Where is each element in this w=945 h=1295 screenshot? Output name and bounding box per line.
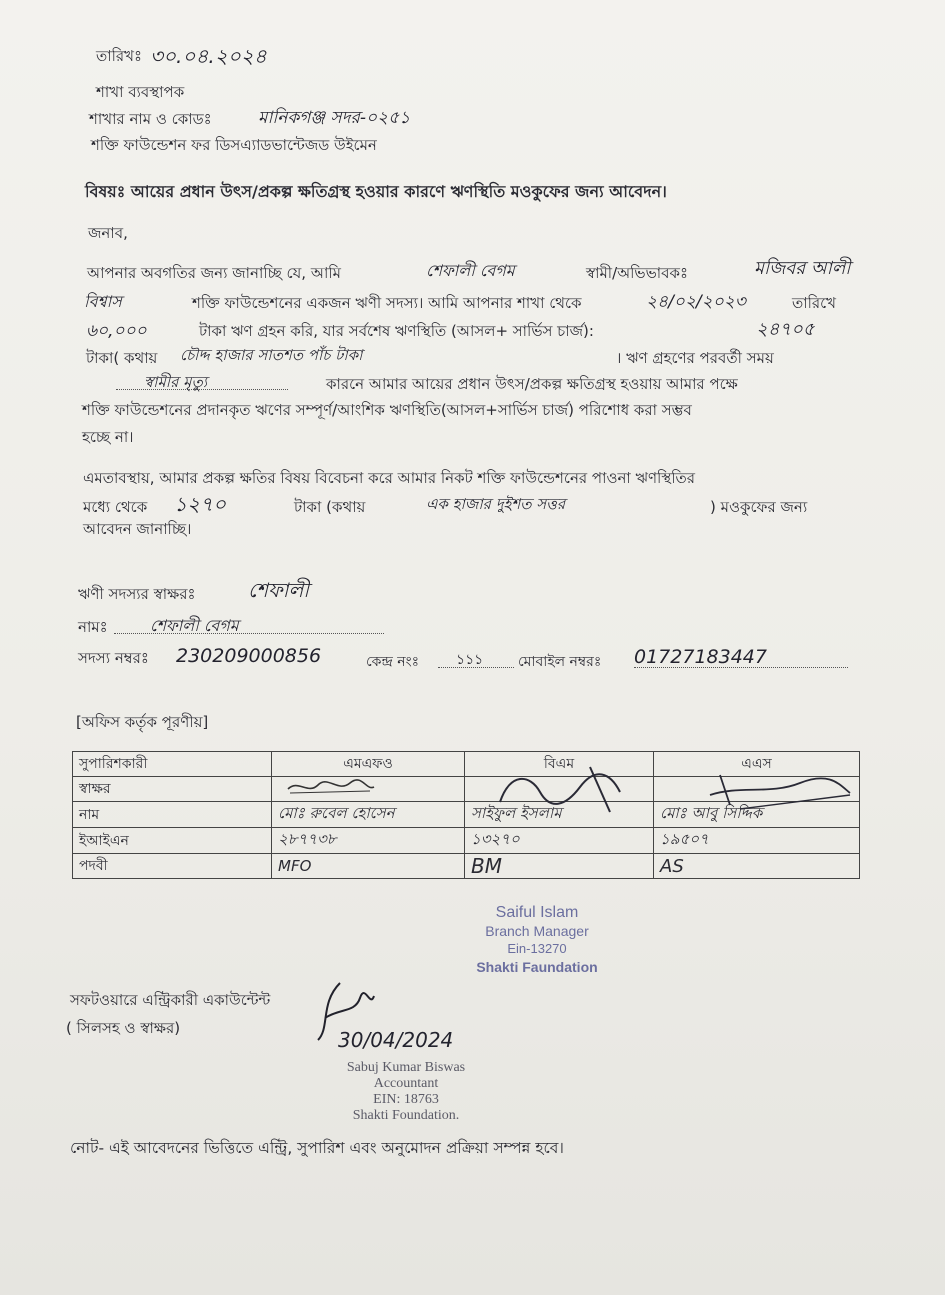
branch-label: শাখার নাম ও কোডঃ <box>89 110 212 128</box>
para1-line2-a: শক্তি ফাউন্ডেশনের একজন ঋণী সদস্য। আমি আপনার শাখা থেকে <box>192 294 582 312</box>
para1-line6: শক্তি ফাউন্ডেশনের প্রদানকৃত ঋণের সম্পূর্ণ/আংশিক ঋণস্থিতি(আসল+সার্ভিস চার্জ) পরিশোধ করা সম্ভব <box>82 401 692 419</box>
table-cell: ১৩২৭০ <box>465 828 654 854</box>
accountant-seal-label: ( সিলসহ ও স্বাক্ষর) <box>66 1019 181 1037</box>
para1-line4-a: টাকা( কথায় <box>86 349 158 367</box>
bm-stamp-org: Shakti Faundation <box>476 959 598 975</box>
accountant-label: সফটওয়ারে এন্ট্রিকারী একাউন্টেন্ট <box>70 991 271 1009</box>
para1-line4-b: । ঋণ গ্রহণের পরবর্তী সময় <box>616 349 774 367</box>
table-cell: মোঃ রুবেল হোসেন <box>272 802 465 828</box>
table-cell: পদবী <box>73 854 272 879</box>
loan-amount-handwritten: ৬০,০০০ <box>86 321 147 341</box>
table-cell: নাম <box>73 802 272 828</box>
mobile-label: মোবাইল নম্বরঃ <box>518 654 602 670</box>
para2-line2-a: মধ্যে থেকে <box>83 498 148 516</box>
bm-stamp <box>462 904 612 976</box>
footer-note: নোট- এই আবেদনের ভিত্তিতে এন্ট্রি, সুপারিশ এবং অনুমোদন প্রক্রিয়া সম্পন্ন হবে। <box>70 1139 564 1157</box>
guardian-name-handwritten: মজিবর আলী <box>754 258 851 279</box>
guardian-surname-handwritten: বিশ্বাস <box>84 292 122 311</box>
accountant-stamp-ein: EIN: 18763 <box>373 1092 439 1107</box>
table-cell: সুপারিশকারী <box>73 752 272 777</box>
table-cell: মোঃ আবু সিদ্দিক <box>654 802 860 828</box>
mobile-dotted-line <box>634 667 848 668</box>
center-value: ১১১ <box>456 652 484 668</box>
table-cell: ইআইএন <box>73 828 272 854</box>
loan-date-handwritten: ২৪/০২/২০২৩ <box>646 292 746 312</box>
bm-stamp-ein: Ein-13270 <box>507 941 567 956</box>
table-row <box>73 828 860 854</box>
branch-value: মানিকগঞ্জ সদর-০২৫১ <box>258 108 411 128</box>
organization-name: শক্তি ফাউন্ডেশন ফর ডিসএ্যাডভান্টেজড উইমেন <box>91 136 377 154</box>
table-cell: MFO <box>272 854 465 879</box>
loan-balance-handwritten: ২৪৭০৫ <box>756 319 815 340</box>
accountant-date: 30/04/2024 <box>338 1028 454 1052</box>
mobile-value: 01727183447 <box>634 646 767 668</box>
office-section-title: [অফিস কর্তৃক পূরণীয়] <box>76 713 209 731</box>
table-cell: এএস <box>654 752 860 777</box>
member-no-label: সদস্য নম্বরঃ <box>78 649 149 667</box>
para2-line1: এমতাবস্থায়, আমার প্রকল্প ক্ষতির বিষয় বিবেচনা করে আমার নিকট শক্তি ফাউন্ডেশনের পাওনা ঋণস্থিতির <box>83 469 696 487</box>
para2-line2-b: টাকা (কথায় <box>294 498 366 516</box>
member-name-handwritten: শেফালী বেগম <box>426 261 515 280</box>
signature-as <box>680 765 860 815</box>
para1-line1-a: আপনার অবগতির জন্য জানাচ্ছি যে, আমি <box>87 264 341 282</box>
para1-line1-b: স্বামী/অভিভাবকঃ <box>586 264 688 282</box>
waive-amount-handwritten: ১২৭০ <box>174 492 226 516</box>
para2-line2-c: ) মওকুফের জন্য <box>710 498 808 516</box>
member-name-value: শেফালী বেগম <box>150 616 239 635</box>
member-signature: শেফালী <box>248 578 309 602</box>
table-cell: এমএফও <box>272 752 465 777</box>
subject-line: বিষয়ঃ আয়ের প্রধান উৎস/প্রকল্প ক্ষতিগ্রস্থ হওয়ার কারণে ঋণস্থিতি মওকুফের জন্য আবেদন। <box>85 182 667 201</box>
para1-line2-b: তারিখে <box>792 294 837 312</box>
para1-line5-a: কারনে আমার আয়ের প্রধান উৎস/প্রকল্প ক্ষতিগ্রস্থ হওয়ায় আমার পক্ষে <box>326 375 738 393</box>
center-label: কেন্দ্র নংঃ <box>366 654 420 670</box>
date-label: তারিখঃ <box>96 47 142 65</box>
member-no-value: 230209000856 <box>176 645 322 667</box>
date-value: ৩০.০৪.২০২৪ <box>150 44 267 68</box>
table-cell: AS <box>654 854 860 879</box>
balance-in-words-handwritten: চৌদ্দ হাজার সাতশত পাঁচ টাকা <box>180 346 363 364</box>
member-name-label: নামঃ <box>78 618 108 636</box>
signature-mfo <box>278 777 378 797</box>
table-cell: BM <box>465 854 654 879</box>
member-sign-label: ঋণী সদস্যর স্বাক্ষরঃ <box>78 585 196 603</box>
accountant-stamp-title: Accountant <box>373 1076 439 1091</box>
table-cell: ২৮৭৭৩৮ <box>272 828 465 854</box>
table-cell: স্বাক্ষর <box>73 777 272 802</box>
table-cell: বিএম <box>465 752 654 777</box>
addressee: শাখা ব্যবস্থাপক <box>96 83 185 101</box>
bm-stamp-name: Saiful Islam <box>495 904 579 921</box>
accountant-stamp-org: Shakti Foundation. <box>352 1108 460 1123</box>
table-cell: ১৯৫০৭ <box>654 828 860 854</box>
para1-line7: হচ্ছে না। <box>82 428 134 446</box>
table-cell: সাইফুল ইসলাম <box>465 802 654 828</box>
cause-handwritten: স্বামীর মৃত্যু <box>144 373 208 391</box>
salutation: জনাব, <box>88 224 128 242</box>
bm-stamp-title: Branch Manager <box>485 923 589 939</box>
waive-words-handwritten: এক হাজার দুইশত সত্তর <box>426 495 566 513</box>
para1-line3-a: টাকা ঋণ গ্রহন করি, যার সর্বশেষ ঋণস্থিতি (আসল+ সার্ভিস চার্জ): <box>199 322 594 340</box>
signature-cell-mfo <box>272 777 465 802</box>
table-row <box>73 854 860 879</box>
accountant-stamp-name: Sabuj Kumar Biswas <box>346 1060 466 1075</box>
signature-bm <box>470 762 630 822</box>
para2-line3: আবেদন জানাচ্ছি। <box>83 520 192 538</box>
accountant-stamp <box>296 1060 516 1124</box>
